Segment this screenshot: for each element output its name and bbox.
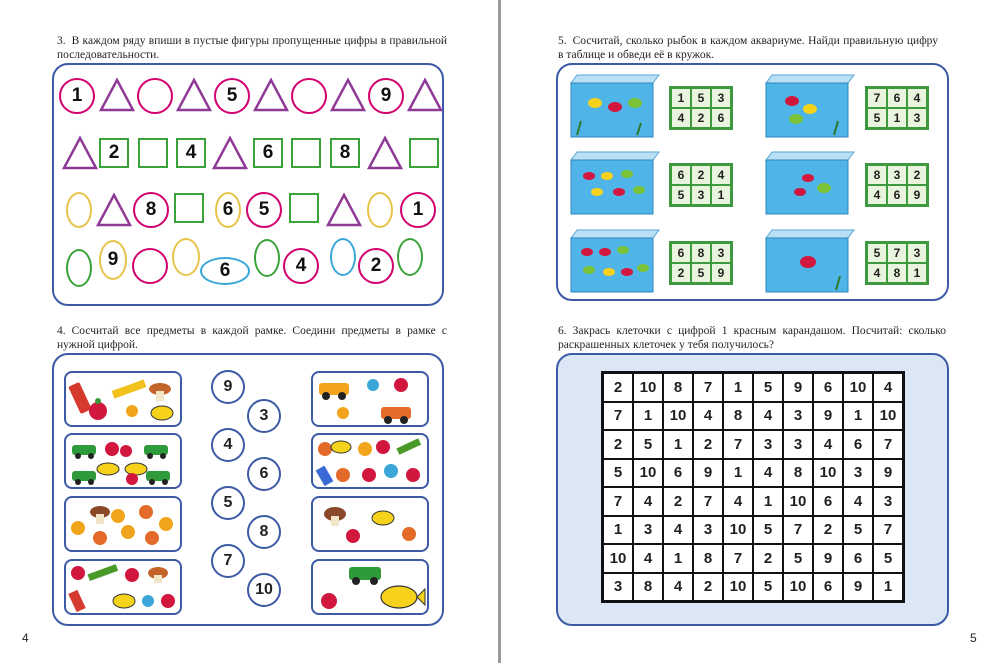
table-cell[interactable]: 6 [887, 185, 907, 205]
table-cell[interactable]: 6 [671, 243, 691, 263]
grid-cell[interactable]: 4 [843, 487, 873, 516]
picture-box [311, 559, 429, 615]
grid-cell[interactable]: 6 [843, 544, 873, 573]
shape-oval [172, 238, 200, 276]
table-cell[interactable]: 1 [887, 108, 907, 128]
grid-cell[interactable]: 1 [663, 430, 693, 459]
table-cell[interactable]: 4 [671, 108, 691, 128]
table-cell[interactable]: 6 [671, 165, 691, 185]
grid-cell[interactable]: 2 [603, 373, 633, 402]
grid-cell[interactable]: 5 [603, 459, 633, 488]
shape-triangle [326, 192, 362, 228]
task6-frame [556, 353, 949, 626]
picture-box [64, 433, 182, 489]
shape-triangle [212, 135, 248, 171]
grid-cell[interactable]: 10 [873, 402, 903, 431]
grid-cell[interactable]: 10 [783, 573, 813, 602]
grid-cell[interactable]: 1 [723, 459, 753, 488]
shape-circle: 2 [358, 248, 394, 284]
grid-cell[interactable]: 10 [633, 459, 663, 488]
objects-illustration [66, 373, 180, 425]
shape-triangle [407, 77, 443, 113]
task5-number: 5. [558, 35, 567, 47]
task3-number: 3. [57, 35, 66, 47]
shape-oval [397, 238, 423, 276]
shape-square [409, 138, 439, 168]
task4-number: 4. [57, 325, 66, 337]
grid-cell[interactable]: 9 [813, 544, 843, 573]
grid-cell[interactable]: 7 [693, 487, 723, 516]
shape-circle: 9 [368, 78, 404, 114]
shape-square [174, 193, 204, 223]
table-cell[interactable]: 1 [907, 263, 927, 283]
grid-cell[interactable]: 4 [753, 459, 783, 488]
picture-box [64, 496, 182, 552]
shape-oval [254, 239, 280, 277]
grid-cell[interactable]: 10 [843, 373, 873, 402]
grid-cell[interactable]: 4 [633, 487, 663, 516]
aquarium [762, 150, 858, 216]
shape-oval [66, 192, 92, 228]
table-cell[interactable]: 3 [711, 243, 731, 263]
objects-illustration [313, 561, 427, 613]
grid-cell[interactable]: 9 [693, 459, 723, 488]
task6-number: 6. [558, 325, 567, 337]
number-table [865, 86, 929, 130]
number-circle[interactable]: 6 [247, 457, 281, 491]
grid-cell[interactable]: 5 [843, 516, 873, 545]
shape-circle: 5 [246, 192, 282, 228]
grid-cell[interactable]: 7 [693, 373, 723, 402]
shape-circle: 8 [133, 192, 169, 228]
objects-illustration [66, 498, 180, 550]
grid-cell[interactable]: 1 [663, 544, 693, 573]
objects-illustration [313, 498, 427, 550]
grid-cell[interactable]: 3 [753, 430, 783, 459]
table-cell[interactable]: 3 [711, 88, 731, 108]
shape-triangle [367, 135, 403, 171]
task4-frame [52, 353, 444, 626]
shape-oval [66, 249, 92, 287]
grid-cell[interactable]: 1 [633, 402, 663, 431]
grid-cell[interactable]: 6 [843, 430, 873, 459]
table-cell[interactable]: 7 [887, 243, 907, 263]
grid-cell[interactable]: 1 [843, 402, 873, 431]
grid-cell[interactable]: 1 [603, 516, 633, 545]
shape-square [291, 138, 321, 168]
shape-circle: 4 [283, 248, 319, 284]
table-cell[interactable]: 5 [867, 108, 887, 128]
grid-cell[interactable]: 10 [603, 544, 633, 573]
table-cell[interactable]: 4 [867, 185, 887, 205]
number-circle[interactable]: 5 [211, 486, 245, 520]
picture-box [64, 371, 182, 427]
table-cell[interactable]: 5 [671, 185, 691, 205]
shape-square: 2 [99, 138, 129, 168]
grid-cell[interactable]: 5 [753, 573, 783, 602]
grid-cell[interactable]: 2 [693, 430, 723, 459]
grid-cell[interactable]: 3 [783, 402, 813, 431]
grid-cell[interactable]: 2 [813, 516, 843, 545]
grid-cell[interactable]: 4 [753, 402, 783, 431]
grid-cell[interactable]: 4 [663, 516, 693, 545]
picture-box [311, 371, 429, 427]
grid-cell[interactable]: 9 [783, 373, 813, 402]
grid-cell[interactable]: 7 [603, 402, 633, 431]
task6-text: Закрась клеточки с цифрой 1 красным карандашом. Посчитай: сколько раскрашенных клеточек у тебя получилось? [558, 325, 946, 351]
objects-illustration [313, 435, 427, 487]
table-cell[interactable]: 4 [867, 263, 887, 283]
table-cell[interactable]: 8 [887, 263, 907, 283]
shape-square: 4 [176, 138, 206, 168]
grid-cell[interactable]: 2 [663, 487, 693, 516]
grid-cell[interactable]: 3 [693, 516, 723, 545]
number-table [669, 86, 733, 130]
table-cell[interactable]: 6 [711, 108, 731, 128]
number-table [865, 163, 929, 207]
shape-triangle [99, 77, 135, 113]
task3-instruction [57, 34, 447, 62]
table-cell[interactable]: 7 [867, 88, 887, 108]
shape-square: 6 [253, 138, 283, 168]
grid-cell[interactable]: 7 [723, 430, 753, 459]
table-cell[interactable]: 8 [691, 243, 711, 263]
grid-cell[interactable]: 3 [873, 487, 903, 516]
grid-cell[interactable]: 5 [783, 544, 813, 573]
grid-cell[interactable]: 10 [783, 487, 813, 516]
table-cell[interactable]: 3 [907, 243, 927, 263]
number-table [669, 241, 733, 285]
grid-cell[interactable]: 5 [753, 373, 783, 402]
table-cell[interactable]: 2 [691, 108, 711, 128]
shape-circle: 5 [214, 78, 250, 114]
shape-circle: 1 [59, 78, 95, 114]
grid-cell[interactable]: 4 [873, 373, 903, 402]
grid-cell[interactable]: 2 [753, 544, 783, 573]
objects-illustration [313, 373, 427, 425]
grid-cell[interactable]: 1 [873, 573, 903, 602]
grid-cell[interactable]: 2 [693, 573, 723, 602]
grid-cell[interactable]: 3 [603, 573, 633, 602]
table-cell[interactable]: 1 [671, 88, 691, 108]
grid-cell[interactable]: 9 [873, 459, 903, 488]
table-cell[interactable]: 4 [711, 165, 731, 185]
grid-cell[interactable]: 9 [843, 573, 873, 602]
grid-cell[interactable]: 4 [723, 487, 753, 516]
grid-cell[interactable]: 5 [753, 516, 783, 545]
table-cell[interactable]: 2 [691, 165, 711, 185]
number-circle[interactable]: 8 [247, 515, 281, 549]
table-cell[interactable]: 3 [691, 185, 711, 205]
task4-instruction [57, 324, 447, 352]
grid-cell[interactable]: 4 [693, 402, 723, 431]
number-circle[interactable]: 4 [211, 428, 245, 462]
shape-oval: 6 [200, 257, 250, 285]
number-circle[interactable]: 7 [211, 544, 245, 578]
grid-cell[interactable]: 8 [723, 402, 753, 431]
aquarium [762, 73, 858, 139]
grid-cell[interactable]: 2 [603, 430, 633, 459]
objects-illustration [66, 435, 180, 487]
shape-triangle [96, 192, 132, 228]
grid-cell[interactable]: 9 [813, 402, 843, 431]
aquarium [567, 150, 663, 216]
table-cell[interactable]: 5 [691, 88, 711, 108]
task5-text: Сосчитай, сколько рыбок в каждом аквариуме. Найди правильную цифру в таблице и обведи её в кружок. [558, 35, 938, 61]
task4-text: Сосчитай все предметы в каждой рамке. Соедини предметы в рамке с нужной цифрой. [57, 325, 447, 351]
shape-oval: 6 [215, 192, 241, 228]
table-cell[interactable]: 8 [867, 165, 887, 185]
shape-oval: 9 [99, 240, 127, 280]
grid-cell[interactable]: 8 [783, 459, 813, 488]
grid-cell[interactable]: 8 [663, 373, 693, 402]
grid-cell[interactable]: 3 [783, 430, 813, 459]
grid-cell[interactable]: 6 [813, 573, 843, 602]
shape-circle: 1 [400, 192, 436, 228]
page-number: 4 [22, 631, 29, 645]
objects-illustration [66, 561, 180, 613]
aquarium [762, 228, 858, 294]
table-cell[interactable]: 6 [887, 88, 907, 108]
grid-cell[interactable]: 4 [663, 573, 693, 602]
grid-cell[interactable]: 8 [633, 573, 663, 602]
shape-triangle [176, 77, 212, 113]
grid-cell[interactable]: 4 [633, 544, 663, 573]
shape-square: 8 [330, 138, 360, 168]
right-page [500, 0, 1000, 663]
number-circle[interactable]: 3 [247, 399, 281, 433]
shape-oval [330, 238, 356, 276]
number-grid [601, 371, 905, 603]
grid-cell[interactable]: 6 [813, 487, 843, 516]
table-cell[interactable]: 9 [711, 263, 731, 283]
grid-cell[interactable]: 10 [723, 573, 753, 602]
grid-cell[interactable]: 3 [843, 459, 873, 488]
table-cell[interactable]: 9 [907, 185, 927, 205]
table-cell[interactable]: 4 [907, 88, 927, 108]
grid-cell[interactable]: 5 [633, 430, 663, 459]
grid-cell[interactable]: 6 [663, 459, 693, 488]
number-table [669, 163, 733, 207]
shape-circle [132, 248, 168, 284]
table-cell[interactable]: 2 [671, 263, 691, 283]
grid-cell[interactable]: 7 [783, 516, 813, 545]
shape-square [138, 138, 168, 168]
grid-cell[interactable]: 7 [603, 487, 633, 516]
grid-cell[interactable]: 3 [633, 516, 663, 545]
table-cell[interactable]: 5 [691, 263, 711, 283]
shape-triangle [62, 135, 98, 171]
aquarium [567, 73, 663, 139]
number-circle[interactable]: 9 [211, 370, 245, 404]
table-cell[interactable]: 1 [711, 185, 731, 205]
grid-cell[interactable]: 7 [873, 430, 903, 459]
shape-circle [291, 78, 327, 114]
table-cell[interactable]: 2 [907, 165, 927, 185]
shape-triangle [330, 77, 366, 113]
grid-cell[interactable]: 10 [633, 373, 663, 402]
shape-triangle [253, 77, 289, 113]
grid-cell[interactable]: 7 [873, 516, 903, 545]
shape-oval [367, 192, 393, 228]
grid-cell[interactable]: 10 [723, 516, 753, 545]
task3-frame [52, 63, 444, 306]
grid-cell[interactable]: 5 [873, 544, 903, 573]
table-cell[interactable]: 5 [867, 243, 887, 263]
page-number: 5 [970, 631, 977, 645]
task5-instruction [558, 34, 938, 62]
shape-circle [137, 78, 173, 114]
number-circle[interactable]: 10 [247, 573, 281, 607]
table-cell[interactable]: 3 [887, 165, 907, 185]
grid-cell[interactable]: 1 [723, 373, 753, 402]
grid-cell[interactable]: 6 [813, 373, 843, 402]
grid-cell[interactable]: 7 [723, 544, 753, 573]
grid-cell[interactable]: 10 [813, 459, 843, 488]
number-table [865, 241, 929, 285]
shape-square [289, 193, 319, 223]
grid-cell[interactable]: 8 [693, 544, 723, 573]
task6-instruction [558, 324, 946, 352]
task3-text: В каждом ряду впиши в пустые фигуры пропущенные цифры в правильной последовательности. [57, 35, 447, 61]
grid-cell[interactable]: 4 [813, 430, 843, 459]
aquarium [567, 228, 663, 294]
picture-box [311, 496, 429, 552]
grid-cell[interactable]: 10 [663, 402, 693, 431]
picture-box [311, 433, 429, 489]
table-cell[interactable]: 3 [907, 108, 927, 128]
picture-box [64, 559, 182, 615]
task5-frame [556, 63, 949, 301]
grid-cell[interactable]: 1 [753, 487, 783, 516]
